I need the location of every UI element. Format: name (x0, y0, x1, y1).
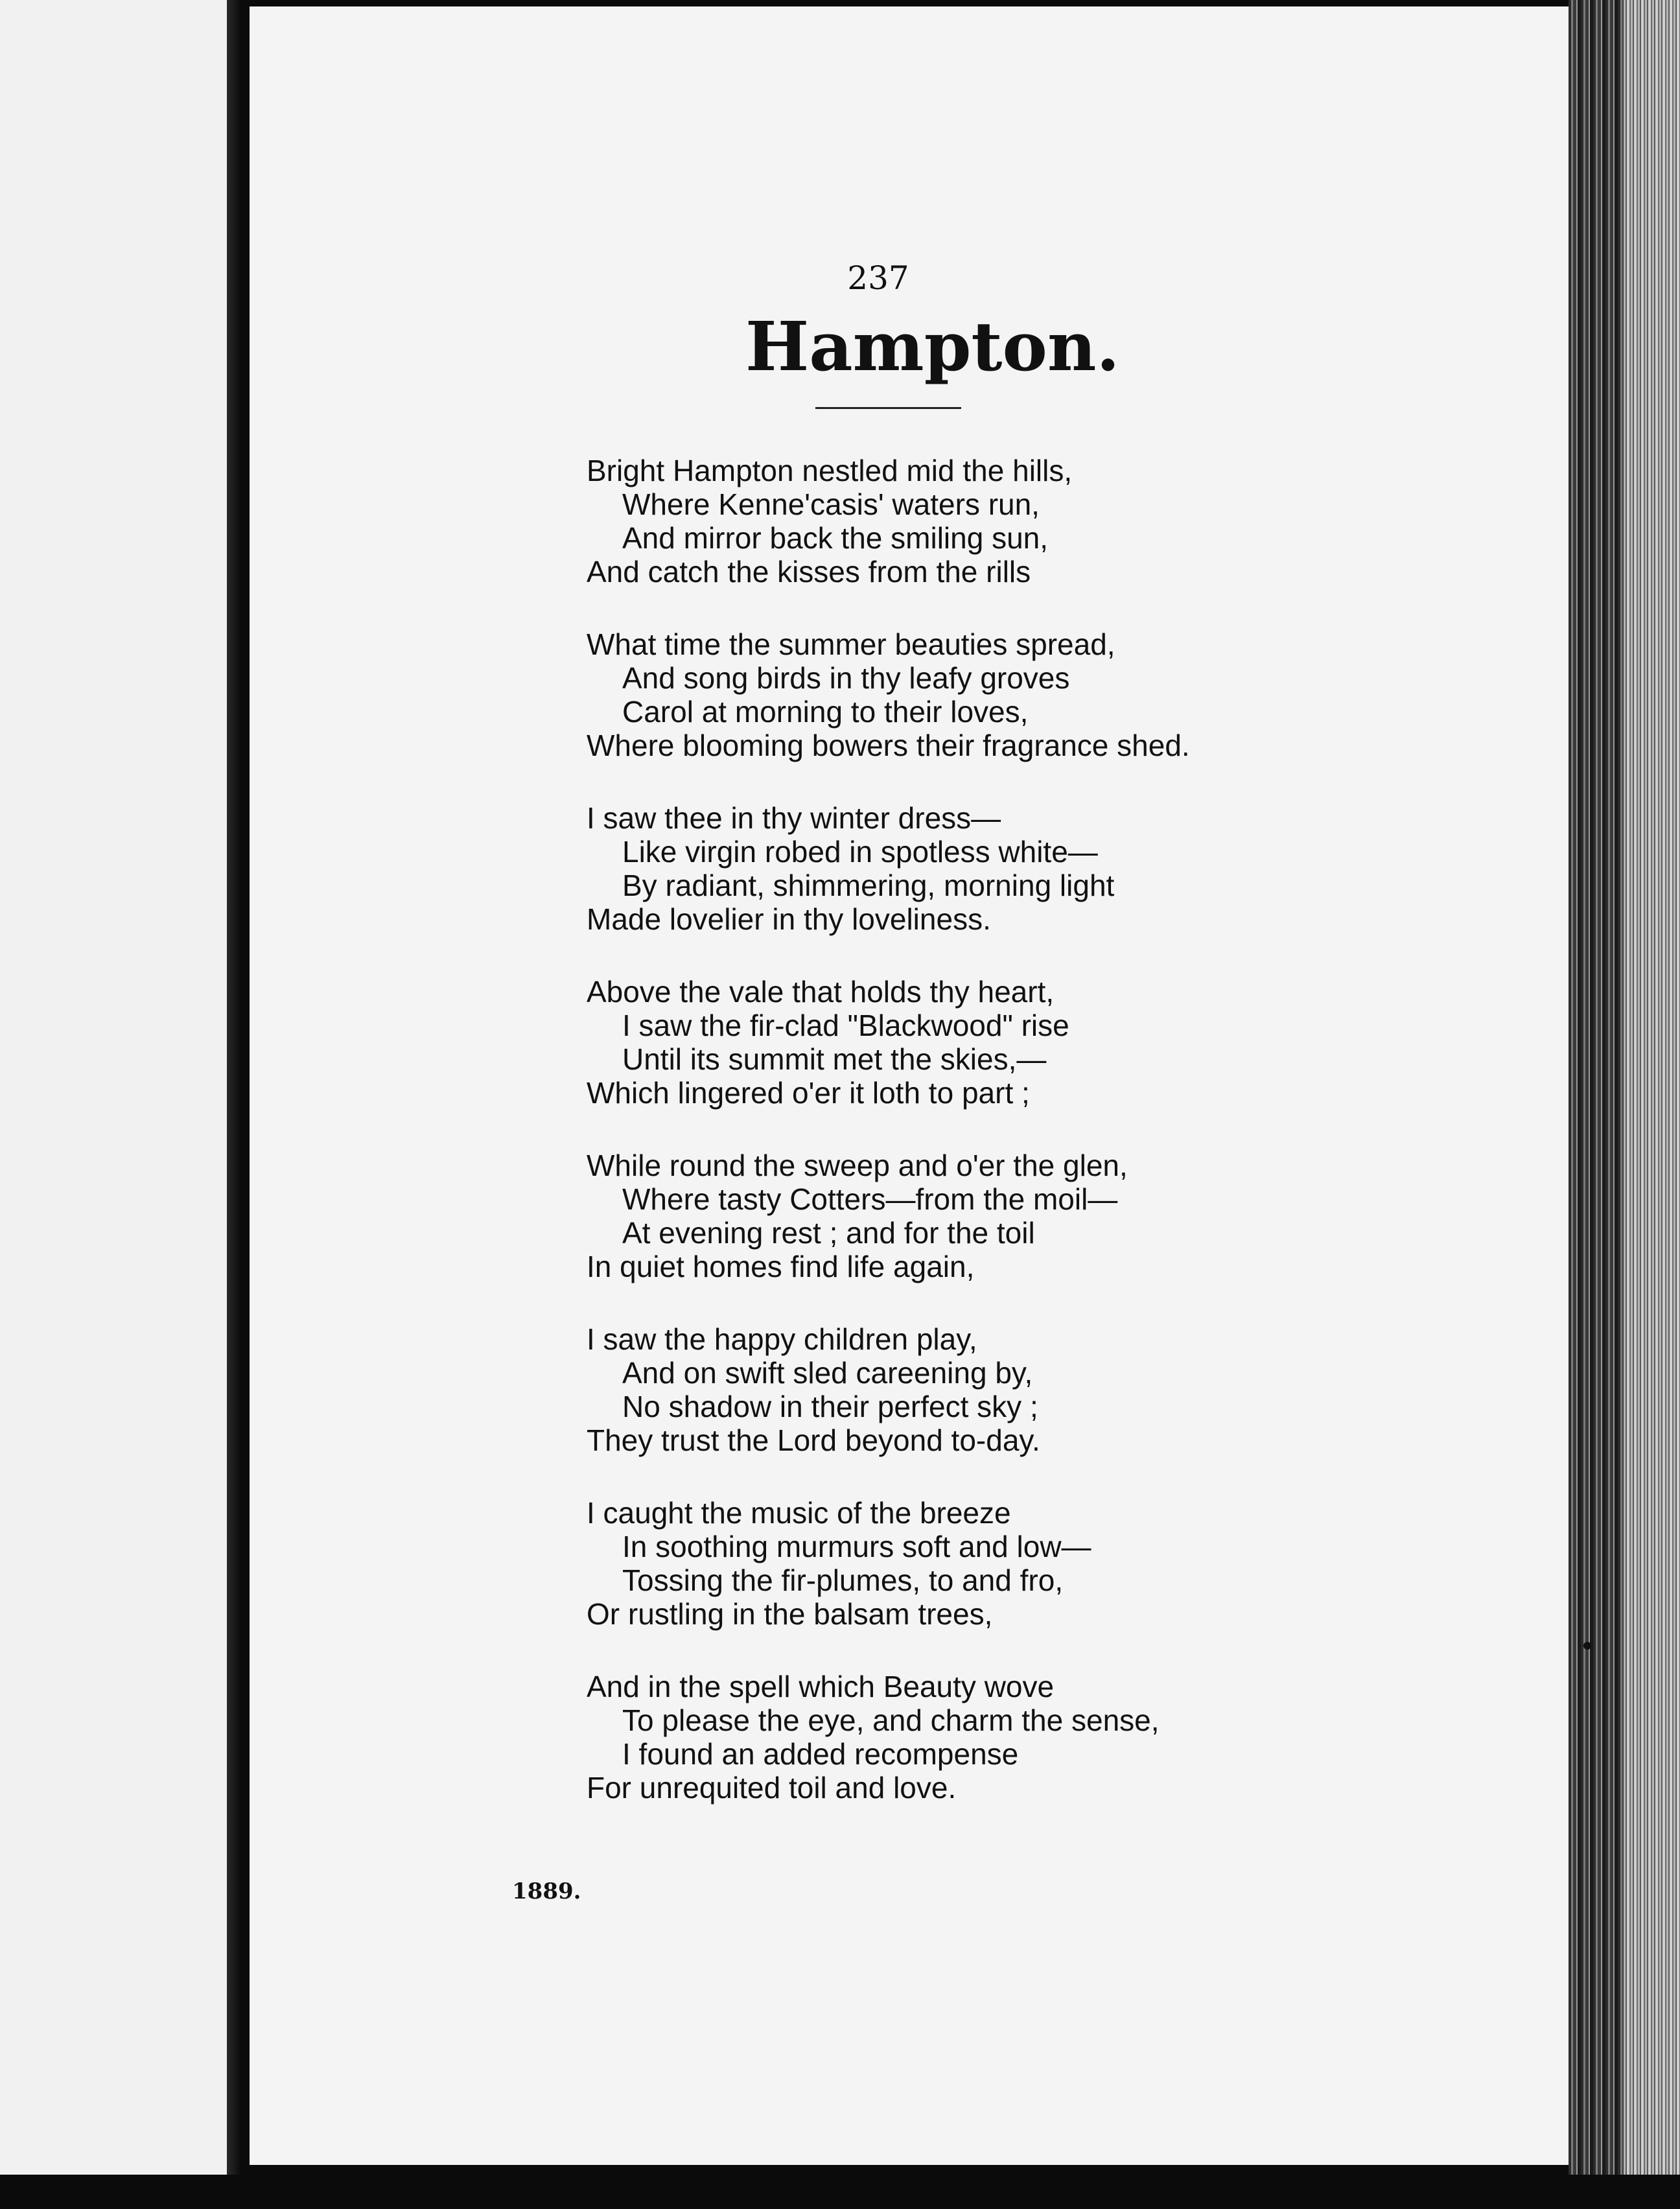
poem-line: By radiant, shimmering, morning light (622, 869, 1115, 902)
poem-line: Where Kenne'casis' waters run, (622, 487, 1040, 521)
title-divider (815, 407, 961, 409)
poem-line: Tossing the fir-plumes, to and fro, (622, 1563, 1064, 1597)
page-number: 237 (847, 259, 909, 297)
poem-stanza (587, 801, 1546, 936)
poem-line: And in the spell which Beauty wove (587, 1670, 1055, 1703)
poem-line: And on swift sled careening by, (622, 1356, 1033, 1390)
poem-line: I saw the fir-clad "Blackwood" rise (622, 1009, 1069, 1042)
page-edges-highlight (1624, 0, 1680, 2175)
poem-stanza (587, 975, 1546, 1110)
ink-speck (1583, 1642, 1591, 1650)
poem-line: Like virgin robed in spotless white— (622, 835, 1098, 869)
poem-line: In soothing murmurs soft and low— (622, 1530, 1091, 1563)
poem-line: I found an added recompense (622, 1737, 1019, 1771)
poem-line: Or rustling in the balsam trees, (587, 1597, 993, 1631)
poem-line: At evening rest ; and for the toil (622, 1216, 1035, 1250)
poem-line: I caught the music of the breeze (587, 1496, 1011, 1530)
poem-line: They trust the Lord beyond to-day. (587, 1423, 1040, 1457)
facing-page-left (0, 0, 227, 2175)
poem-line: Where blooming bowers their fragrance shed. (587, 729, 1190, 762)
poem-line: Carol at morning to their loves, (622, 695, 1029, 729)
poem-stanza (587, 1670, 1546, 1805)
poem-stanza (587, 1496, 1546, 1631)
poem-line: In quiet homes find life again, (587, 1250, 975, 1283)
poem-line: Made lovelier in thy loveliness. (587, 902, 991, 936)
poem-title: Hampton. (745, 307, 1120, 386)
poem-line: To please the eye, and charm the sense, (622, 1703, 1160, 1737)
book-gutter (227, 0, 241, 2175)
poem-stanza (587, 627, 1546, 762)
poem-line: Above the vale that holds thy heart, (587, 975, 1055, 1009)
poem-stanza (587, 454, 1546, 589)
poem-line: While round the sweep and o'er the glen, (587, 1149, 1128, 1182)
poem-line: What time the summer beauties spread, (587, 627, 1115, 661)
poem-line: Bright Hampton nestled mid the hills, (587, 454, 1073, 487)
poem-line: No shadow in their perfect sky ; (622, 1390, 1038, 1423)
poem-body (587, 454, 1546, 1843)
poem-line: And catch the kisses from the rills (587, 555, 1031, 589)
poem-line: For unrequited toil and love. (587, 1771, 957, 1805)
poem-line: Until its summit met the skies,— (622, 1042, 1047, 1076)
poem-stanza (587, 1149, 1546, 1283)
poem-year: 1889. (512, 1878, 581, 1904)
poem-line: And mirror back the smiling sun, (622, 521, 1049, 555)
poem-line: Where tasty Cotters—from the moil— (622, 1182, 1118, 1216)
poem-line: I saw thee in thy winter dress— (587, 801, 1001, 835)
poem-line: I saw the happy children play, (587, 1322, 977, 1356)
poem-stanza (587, 1322, 1546, 1457)
poem-line: And song birds in thy leafy groves (622, 661, 1070, 695)
poem-line: Which lingered o'er it loth to part ; (587, 1076, 1030, 1110)
